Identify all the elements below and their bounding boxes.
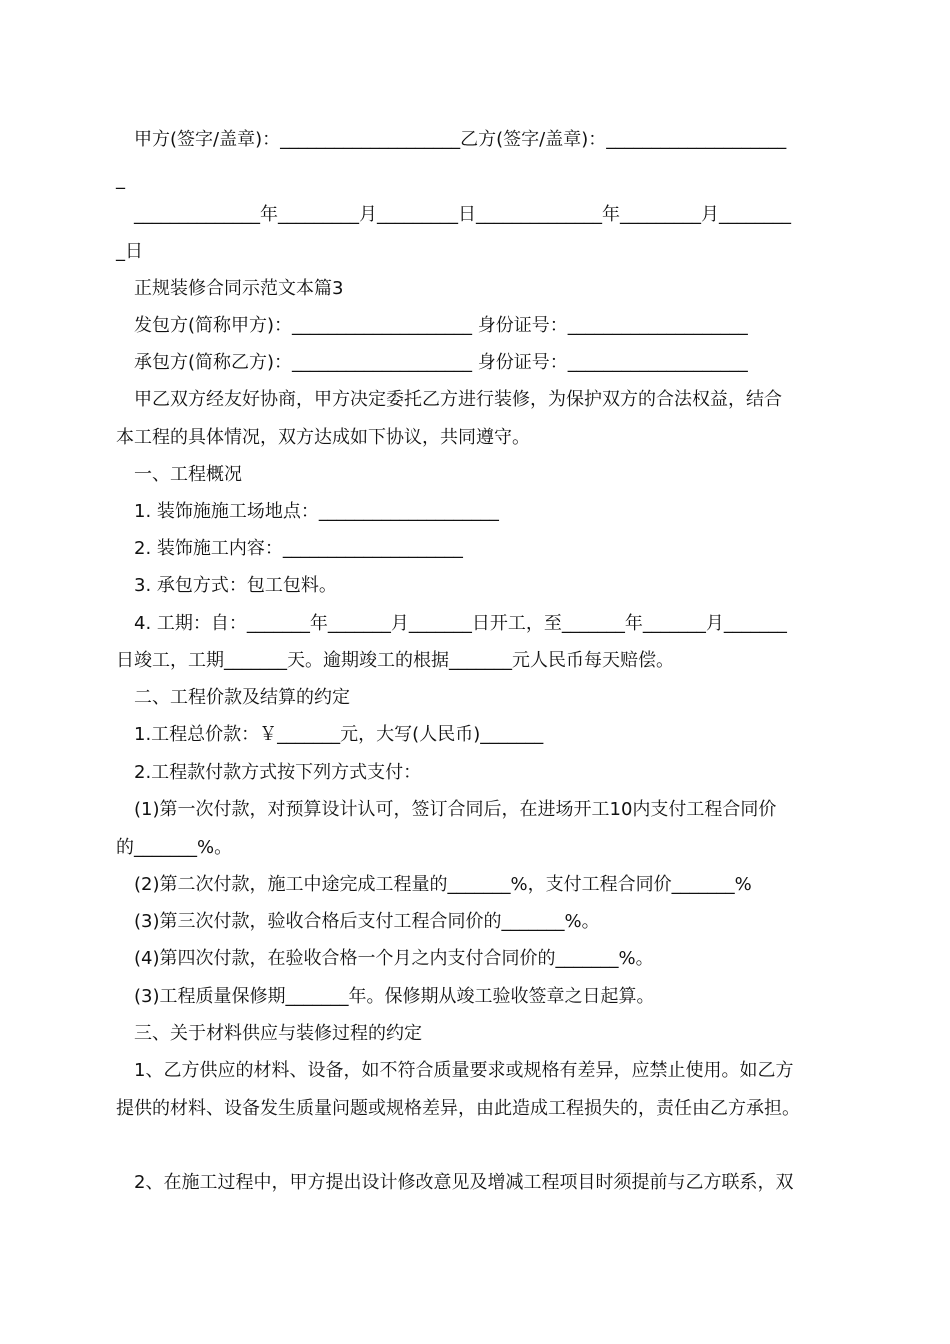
signature-line: 甲方(签字/盖章)：____________________乙方(签字/盖章)：____________________ — [134, 129, 787, 150]
clause-1: 1. 装饰施施工场地点：____________________ — [134, 501, 499, 522]
materials-1-cont: 提供的材料、设备发生质量问题或规格差异，由此造成工程损失的，责任由乙方承担。 — [116, 1098, 800, 1119]
clause-4-cont: 日竣工，工期_______天。逾期竣工的根据_______元人民币每天赔偿。 — [116, 650, 674, 671]
heading-price: 二、工程价款及结算的约定 — [134, 687, 350, 708]
date-line-cont: _日 — [116, 241, 143, 262]
date-line: ______________年_________月_________日______________年_________月________ — [134, 204, 791, 225]
preamble-paragraph: 甲乙双方经友好协商，甲方决定委托乙方进行装修，为保护双方的合法权益，结合 — [134, 389, 782, 410]
payment-2: (2)第二次付款，施工中途完成工程量的_______%，支付工程合同价_______% — [134, 874, 752, 895]
section-title: 正规装修合同示范文本篇3 — [134, 278, 344, 299]
heading-overview: 一、工程概况 — [134, 464, 242, 485]
warranty-period: (3)工程质量保修期_______年。保修期从竣工验收签章之日起算。 — [134, 986, 655, 1007]
payment-1-cont: 的_______%。 — [116, 837, 233, 858]
party-a-line: 发包方(简称甲方)：____________________ 身份证号：____________________ — [134, 315, 748, 336]
payment-method: 2.工程款付款方式按下列方式支付： — [134, 762, 422, 783]
materials-1: 1、乙方供应的材料、设备，如不符合质量要求或规格有差异，应禁止使用。如乙方 — [134, 1060, 794, 1081]
payment-4: (4)第四次付款，在验收合格一个月之内支付合同价的_______%。 — [134, 948, 654, 969]
materials-2: 2、在施工过程中，甲方提出设计修改意见及增减工程项目时须提前与乙方联系，双 — [134, 1172, 794, 1193]
payment-3: (3)第三次付款，验收合格后支付工程合同价的_______%。 — [134, 911, 600, 932]
payment-1: (1)第一次付款，对预算设计认可，签订合同后，在进场开工10内支付工程合同价 — [134, 799, 777, 820]
clause-2: 2. 装饰施工内容：____________________ — [134, 538, 463, 559]
clause-4: 4. 工期：自：_______年_______月_______日开工，至_______年_______月_______ — [134, 613, 787, 634]
price-total: 1.工程总价款：￥_______元，大写(人民币)_______ — [134, 724, 544, 745]
clause-3: 3. 承包方式：包工包料。 — [134, 575, 337, 596]
signature-line-cont: _ — [116, 169, 125, 190]
preamble-paragraph-cont: 本工程的具体情况，双方达成如下协议，共同遵守。 — [116, 427, 530, 448]
party-b-line: 承包方(简称乙方)：____________________ 身份证号：____________________ — [134, 352, 748, 373]
heading-materials: 三、关于材料供应与装修过程的约定 — [134, 1023, 422, 1044]
